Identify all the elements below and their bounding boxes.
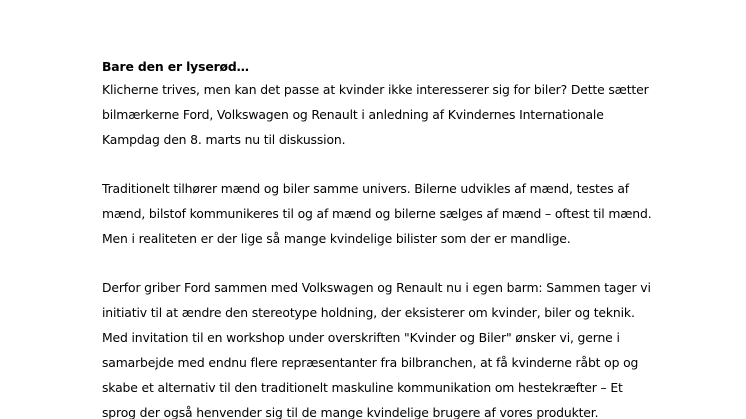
paragraph-line: bilmærkerne Ford, Volkswagen og Renault i anledning af Kvindernes Internationale — [102, 107, 604, 122]
paragraph-line: Klicherne trives, men kan det passe at kvinder ikke interesserer sig for biler? Dette sætter — [102, 82, 649, 97]
paragraph-line: Traditionelt tilhører mænd og biler samme univers. Bilerne udvikles af mænd, testes af — [102, 181, 629, 196]
paragraph-3 — [102, 275, 702, 419]
document-body — [102, 57, 702, 419]
paragraph-line: mænd, bilstof kommunikeres til og af mænd og bilerne sælges af mænd – oftest til mænd. — [102, 206, 652, 221]
document-title: Bare den er lyserød… — [102, 59, 249, 74]
paragraph-line: Derfor griber Ford sammen med Volkswagen og Renault nu i egen barm: Sammen tager vi — [102, 280, 651, 295]
paragraph-line: skabe et alternativ til den traditionelt maskuline kommunikation om hestekræfter – Et — [102, 380, 623, 395]
paragraph-line: Kampdag den 8. marts nu til diskussion. — [102, 132, 346, 147]
paragraph-line: Men i realiteten er der lige så mange kvindelige bilister som der er mandlige. — [102, 231, 571, 246]
paragraph-line: initiativ til at ændre den stereotype holdning, der eksisterer om kvinder, biler og teknik. — [102, 305, 635, 320]
paragraph-2 — [102, 176, 702, 251]
paragraph-line: samarbejde med endnu flere repræsentanter fra bilbranchen, at få kvinderne råbt op og — [102, 355, 639, 370]
paragraph-line: Med invitation til en workshop under overskriften "Kvinder og Biler" ønsker vi, gerne i — [102, 330, 620, 345]
paragraph-line: sprog der også henvender sig til de mange kvindelige brugere af vores produkter. — [102, 405, 599, 419]
paragraph-1 — [102, 77, 702, 152]
